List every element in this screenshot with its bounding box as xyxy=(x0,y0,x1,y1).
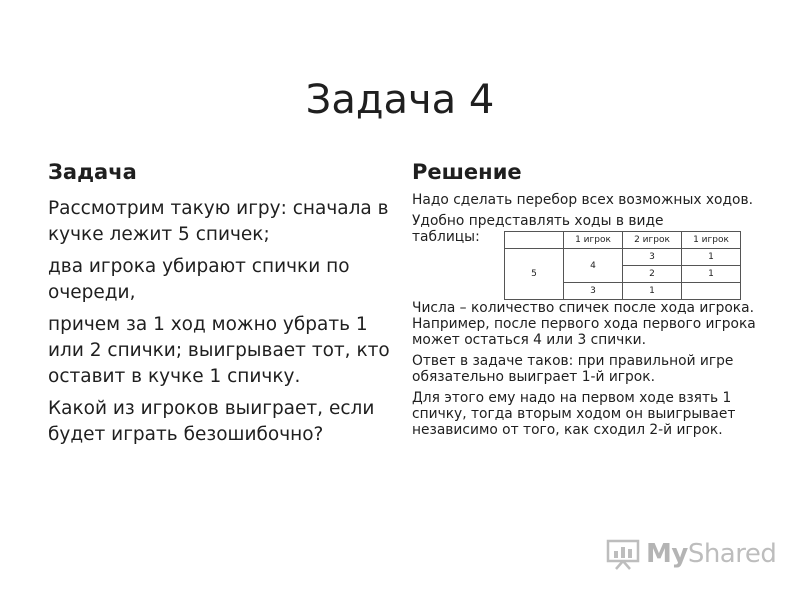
table-paragraph xyxy=(412,213,762,295)
task-heading: Задача xyxy=(48,160,137,184)
task-text xyxy=(48,196,398,454)
table-header-cell xyxy=(505,232,564,249)
solution-paragraph: Числа – количество спичек после хода игрока. Например, после первого хода первого игрока может остаться 4 или 3 спички. xyxy=(412,300,756,348)
table-cell: 4 xyxy=(564,249,623,283)
solution-heading: Решение xyxy=(412,160,522,184)
solution-text xyxy=(412,192,762,443)
task-paragraph: Какой из игроков выиграет, если будет играть безошибочно? xyxy=(48,398,375,445)
moves-table xyxy=(504,231,741,300)
task-paragraph: причем за 1 ход можно убрать 1 или 2 спички; выигрывает тот, кто оставит в кучке 1 спичку. xyxy=(48,314,390,387)
table-cell xyxy=(682,283,741,300)
logo-text: MyShared xyxy=(646,539,777,569)
table-cell-start: 5 xyxy=(505,249,564,300)
table-cell: 3 xyxy=(564,283,623,300)
table-header-cell: 2 игрок xyxy=(623,232,682,249)
table-cell: 1 xyxy=(623,283,682,300)
solution-paragraph: Для этого ему надо на первом ходе взять 1 спичку, тогда вторым ходом он выигрывает независимо от того, как сходил 2-й игрок. xyxy=(412,390,736,438)
task-paragraph: Рассмотрим такую игру: сначала в кучке лежит 5 спичек; xyxy=(48,198,389,245)
myshared-logo xyxy=(606,536,776,572)
table-cell: 1 xyxy=(682,249,741,266)
table-cell: 1 xyxy=(682,266,741,283)
table-header-cell: 1 игрок xyxy=(564,232,623,249)
table-header-cell: 1 игрок xyxy=(682,232,741,249)
solution-paragraph: Ответ в задаче таков: при правильной игре обязательно выиграет 1-й игрок. xyxy=(412,353,734,385)
table-header-row xyxy=(505,232,741,249)
solution-paragraph: Удобно представлять ходы в виде таблицы: xyxy=(412,213,664,245)
slide-title: Задача 4 xyxy=(305,76,495,123)
solution-paragraph: Надо сделать перебор всех возможных ходов. xyxy=(412,192,753,208)
task-paragraph: два игрока убирают спички по очереди, xyxy=(48,256,350,303)
table-cell: 3 xyxy=(623,249,682,266)
presentation-chart-icon xyxy=(606,537,640,571)
table-row xyxy=(505,249,741,266)
table-cell: 2 xyxy=(623,266,682,283)
